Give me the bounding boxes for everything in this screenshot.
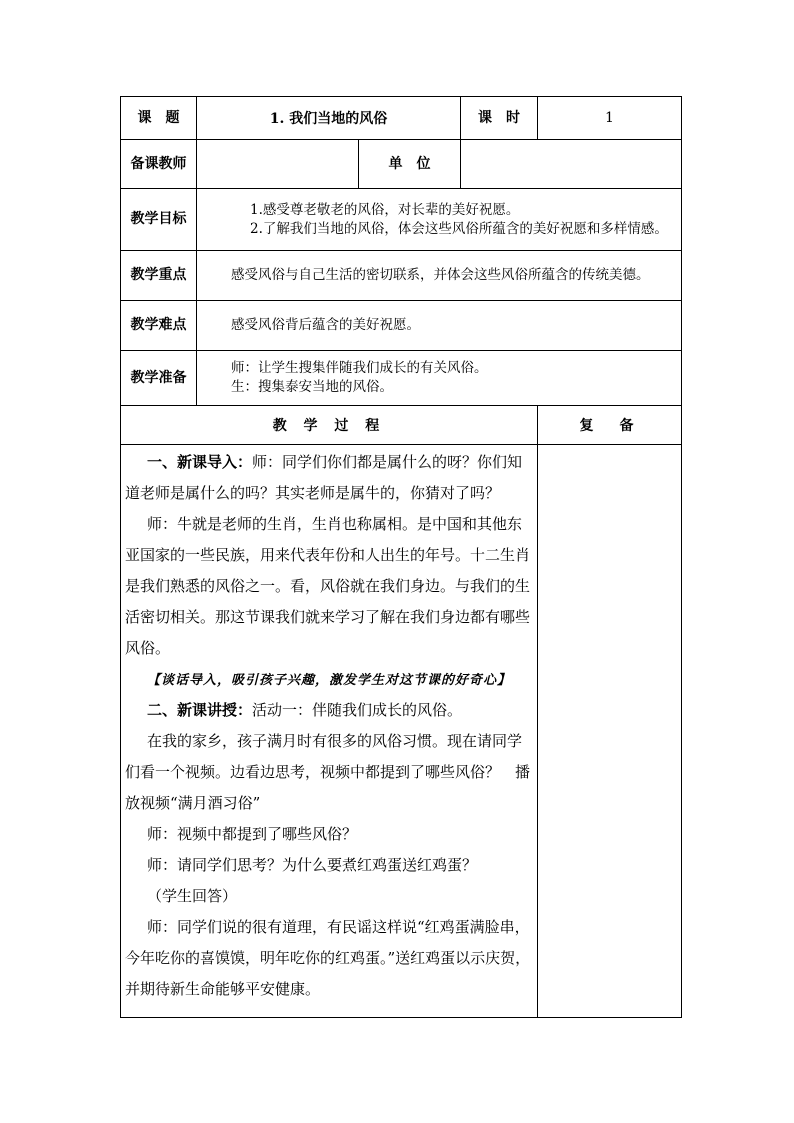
goals-label: 教学目标: [121, 189, 197, 251]
paragraph-2: 师：牛就是老师的生肖，生肖也称属相。是中国和其他东亚国家的一些民族，用来代表年份和人出生的年号。十二生肖是我们熟悉的风俗之一。看，风俗就在我们身边。与我们的生活密切相关。那这节课我们就来学习了解在我们身边都有哪些风俗。: [125, 515, 531, 657]
hours-value: 1: [538, 97, 682, 140]
preparation-label: 教学准备: [121, 351, 197, 406]
paragraph-4: 在我的家乡，孩子满月时有很多的风俗习惯。现在请同学们看一个视频。边看边思考，视频中都提到了哪些风俗？ 播放视频“满月酒习俗”: [125, 732, 531, 812]
lesson-plan-sheet: [120, 96, 681, 1018]
intro-paragraph: [125, 447, 533, 509]
lesson-plan-table: [120, 96, 682, 1018]
paragraph-7: （学生回答）: [147, 887, 238, 905]
difficulties-row: [121, 301, 682, 351]
difficulties-text: 感受风俗背后蕴含的美好祝愿。: [231, 317, 420, 333]
section2-text: 活动一：伴随我们成长的风俗。: [252, 701, 463, 719]
review-header: 复 备: [538, 406, 682, 445]
goals-row: [121, 189, 682, 251]
difficulties-label: 教学难点: [121, 301, 197, 351]
key-points-text: 感受风俗与自己生活的密切联系，并体会这些风俗所蕴含的传统美德。: [231, 267, 650, 283]
preparation-row: [121, 351, 682, 406]
goal-line-2: 2.了解我们当地的风俗，体会这些风俗所蕴含的美好祝愿和多样情感。: [250, 220, 668, 237]
preparation-student: 生：搜集泰安当地的风俗。: [231, 379, 393, 395]
process-body-row: [121, 445, 682, 1018]
intro-text: 师：同学们你们都是属什么的呀？你们知道老师是属什么的吗？其实老师是属牛的，你猜对了吗？: [125, 453, 523, 502]
paragraph-6: 师：请同学们思考？为什么要煮红鸡蛋送红鸡蛋？: [147, 856, 478, 874]
review-content: [538, 445, 682, 1018]
section2-paragraph: [125, 695, 533, 726]
goals-content: [197, 189, 682, 251]
hours-label: 课 时: [461, 97, 538, 140]
process-header: 教 学 过 程: [121, 406, 538, 445]
note-paragraph: 【谈话导入，吸引孩子兴趣，激发学生对这节课的好奇心】: [147, 673, 512, 688]
process-content: [121, 445, 538, 1018]
topic-value: 1. 我们当地的风俗: [197, 97, 461, 140]
unit-label: 单 位: [359, 140, 461, 189]
unit-value: [461, 140, 682, 189]
teacher-row: [121, 140, 682, 189]
goal-line-1: 1.感受尊老敬老的风俗，对长辈的美好祝愿。: [250, 201, 520, 218]
paragraph-8: 师：同学们说的很有道理，有民谣这样说“红鸡蛋满脸串，今年吃你的喜馍馍，明年吃你的红鸡蛋。”送红鸡蛋以示庆贺，并期待新生命能够平安健康。: [125, 918, 531, 998]
teacher-label: 备课教师: [121, 140, 197, 189]
teacher-value: [197, 140, 359, 189]
topic-row: [121, 97, 682, 140]
topic-label: 课 题: [121, 97, 197, 140]
intro-title: 一、新课导入：: [147, 453, 253, 471]
preparation-teacher: 师：让学生搜集伴随我们成长的有关风俗。: [231, 360, 488, 376]
key-points-row: [121, 251, 682, 301]
paragraph-5: 师：视频中都提到了哪些风俗？: [147, 825, 358, 843]
process-header-row: [121, 406, 682, 445]
key-points-label: 教学重点: [121, 251, 197, 301]
section2-title: 二、新课讲授：: [147, 701, 253, 719]
